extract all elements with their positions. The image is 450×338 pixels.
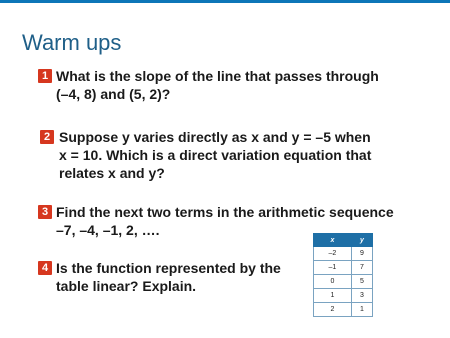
table-header-x: x — [314, 234, 352, 247]
question-4-text — [56, 259, 281, 295]
question-1-line-1: What is the slope of the line that passes through — [56, 68, 379, 84]
function-value-table — [313, 233, 373, 317]
table-cell-x: 2 — [314, 303, 352, 317]
question-3-line-2: –7, –4, –1, 2, …. — [56, 222, 160, 238]
table-cell-y: 9 — [351, 247, 372, 261]
top-accent-rule — [0, 0, 450, 3]
question-3-line-1: Find the next two terms in the arithmetic sequence — [56, 204, 394, 220]
question-2-text — [59, 128, 371, 182]
table-cell-x: –2 — [314, 247, 352, 261]
table-cell-x: 0 — [314, 275, 352, 289]
table-row — [314, 275, 373, 289]
question-1-number-badge: 1 — [38, 69, 52, 83]
question-4-number-badge: 4 — [38, 261, 52, 275]
table-row — [314, 247, 373, 261]
question-1-line-2: (–4, 8) and (5, 2)? — [56, 86, 171, 102]
question-2-line-2: x = 10. Which is a direct variation equation that — [59, 147, 372, 163]
question-1-text — [56, 67, 379, 103]
question-3-number-badge: 3 — [38, 205, 52, 219]
table-row — [314, 261, 373, 275]
question-2-line-3: relates x and y? — [59, 165, 165, 181]
table-header-y: y — [351, 234, 372, 247]
table-cell-x: –1 — [314, 261, 352, 275]
question-2-line-1: Suppose y varies directly as x and y = –5 when — [59, 129, 371, 145]
table-row — [314, 303, 373, 317]
question-4-line-2: table linear? Explain. — [56, 278, 197, 294]
table-row — [314, 289, 373, 303]
question-2-number-badge: 2 — [40, 130, 54, 144]
table-cell-x: 1 — [314, 289, 352, 303]
table-cell-y: 5 — [351, 275, 372, 289]
table-cell-y: 1 — [351, 303, 372, 317]
slide-title: Warm ups — [22, 30, 122, 55]
table-cell-y: 3 — [351, 289, 372, 303]
table-header-row — [314, 234, 373, 247]
question-4-line-1: Is the function represented by the — [56, 260, 281, 276]
table-cell-y: 7 — [351, 261, 372, 275]
